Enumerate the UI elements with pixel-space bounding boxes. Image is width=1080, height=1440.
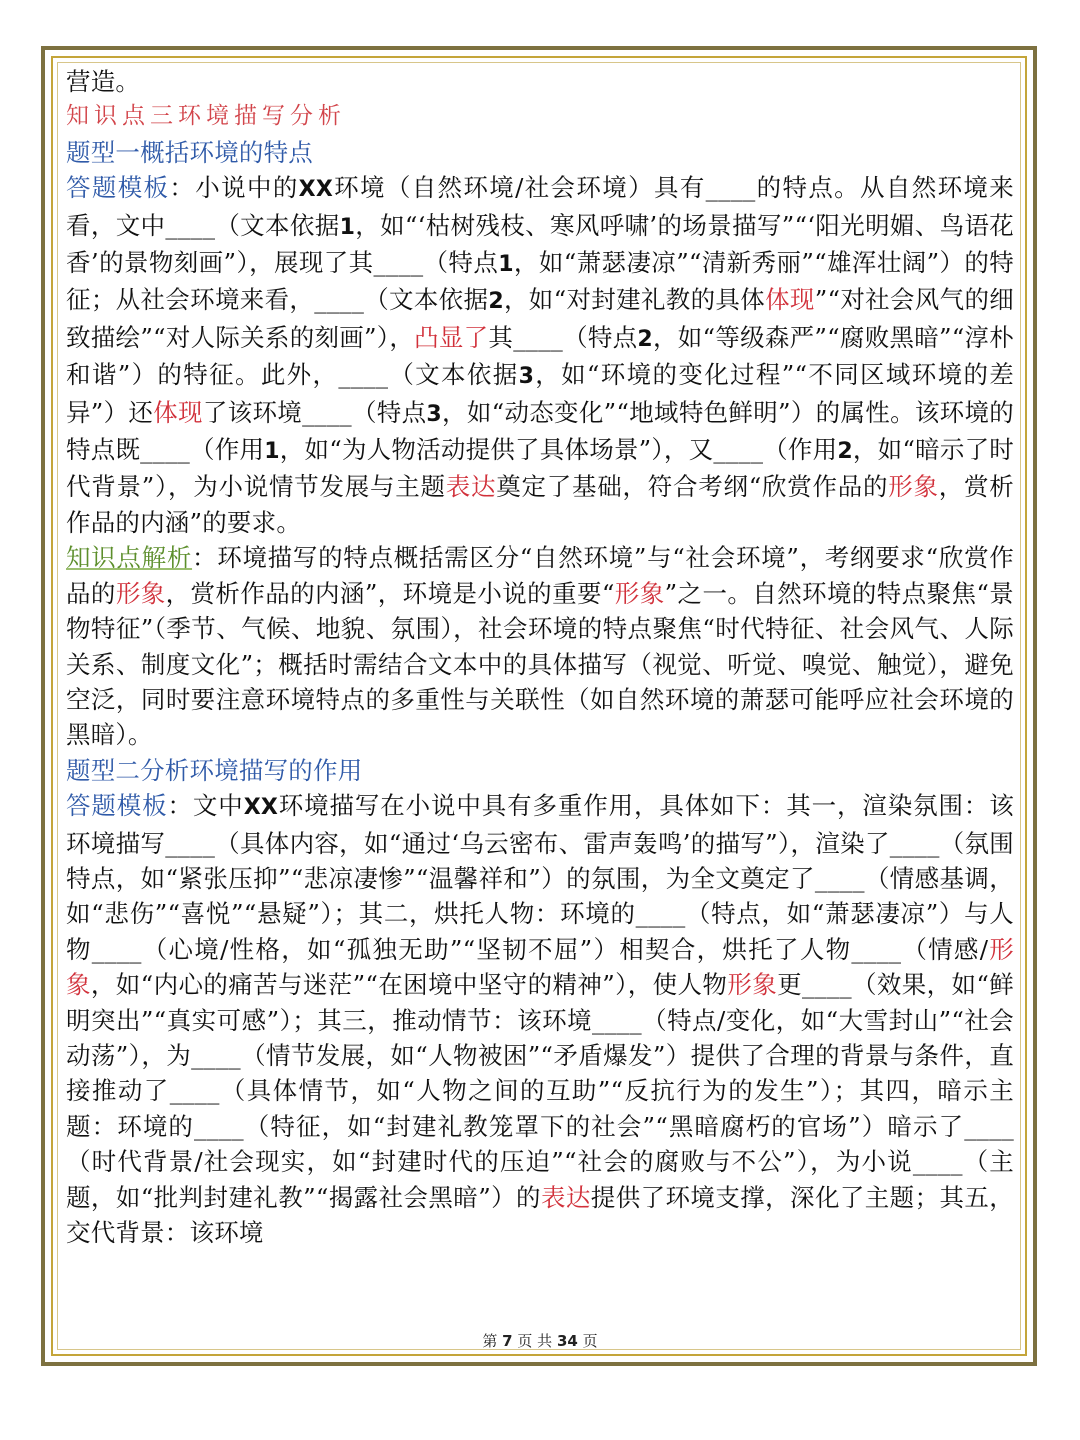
knowledge-analysis: 知识点解析：环境描写的特点概括需区分“自然环境”与“社会环境”，考纲要求“欣赏作品的形象，赏析作品的内涵”，环境是小说的重要“形象”之一。自然环境的特点聚焦“景物特征”（季节、气候、地貌、氛围），社会环境的特点聚焦“时代特征、社会风气、人际关系、制度文化”；概括时需结合文本中的具体描写（视觉、听觉、嗅觉、触觉），避免空泛，同时要注意环境特点的多重性与关联性（如自然环境的萧瑟可能呼应社会环境的黑暗）。 (66, 543, 1014, 750)
highlight-term: 形象 (727, 970, 778, 1000)
question-type-1-title: 题型一概括环境的特点 (66, 137, 313, 167)
paragraph-continuation: 营造。 (66, 67, 141, 96)
highlight-term: 形象 (614, 578, 665, 608)
highlight-term: 形象 (115, 578, 166, 608)
highlight-term: 体现 (765, 285, 815, 315)
page-footer: 第 7 页 共 34 页 (482, 1332, 598, 1350)
answer-template-label: 答题模板 (66, 173, 170, 203)
page-number: 7 (502, 1332, 513, 1350)
knowledge-analysis-label: 知识点解析 (66, 543, 193, 573)
highlight-term: 表达 (540, 1182, 591, 1212)
highlight-term: 体现 (153, 397, 203, 427)
answer-template-label: 答题模板 (66, 791, 168, 821)
highlight-term: 凸显了 (414, 322, 489, 352)
highlight-term: 表达 (445, 472, 497, 502)
document-body (66, 64, 1014, 1314)
page-total: 34 (556, 1332, 578, 1350)
highlight-term: 形象 (66, 934, 1014, 1000)
question-type-2-title: 题型二分析环境描写的作用 (66, 755, 363, 785)
answer-template-1: 答题模板：小说中的XX环境（自然环境/社会环境）具有____的特点。从自然环境来看，文中____（文本依据1，如“‘枯树残枝、寒风呼啸’的场景描写”“‘阳光明媚、鸟语花香’的景物刻画”），展现了其____（特点1，如“萧瑟凄凉”“清新秀丽”“雄浑壮阔”）的特征；从社会环境来看，____（文本依据2，如“对封建礼教的具体体现”“对社会风气的细致描绘”“对人际关系的刻画”），凸显了其____（特点2，如“等级森严”“腐败黑暗”“淳朴和谐”）的特征。此外，____（文本依据3，如“环境的变化过程”“不同区域环境的差异”）还体现了该环境____（特点3，如“动态变化”“地域特色鲜明”）的属性。该环境的特点既____（作用1，如“为人物活动提供了具体场景”），又____（作用2，如“暗示了时代背景”），为小说情节发展与主题表达奠定了基础，符合考纲“欣赏作品的形象，赏析作品的内涵”的要求。 (66, 173, 1014, 537)
highlight-term: 形象 (888, 472, 939, 502)
knowledge-point-title: 知识点三环境描写分析 (66, 103, 346, 130)
answer-template-2: 答题模板：文中XX环境描写在小说中具有多重作用，具体如下：其一，渲染氛围：该环境描写____（具体内容，如“通过‘乌云密布、雷声轰鸣’的描写”），渲染了____（氛围特点，如“紧张压抑”“悲凉凄惨”“温馨祥和”）的氛围，为全文奠定了____（情感基调，如“悲伤”“喜悦”“悬疑”）；其二，烘托人物：环境的____（特点，如“萧瑟凄凉”）与人物____（心境/性格，如“孤独无助”“坚韧不屈”）相契合，烘托了人物____（情感/形象，如“内心的痛苦与迷茫”“在困境中坚守的精神”），使人物形象更____（效果，如“鲜明突出”“真实可感”）；其三，推动情节：该环境____（特点/变化，如“大雪封山”“社会动荡”），为____（情节发展，如“人物被困”“矛盾爆发”）提供了合理的背景与条件，直接推动了____（具体情节，如“人物之间的互助”“反抗行为的发生”）；其四，暗示主题：环境的____（特征，如“封建礼教笼罩下的社会”“黑暗腐朽的官场”）暗示了____（时代背景/社会现实，如“封建时代的压迫”“社会的腐败与不公”），为小说____（主题，如“批判封建礼教”“揭露社会黑暗”）的表达提供了环境支撑，深化了主题；其五，交代背景：该环境 (66, 791, 1014, 1247)
